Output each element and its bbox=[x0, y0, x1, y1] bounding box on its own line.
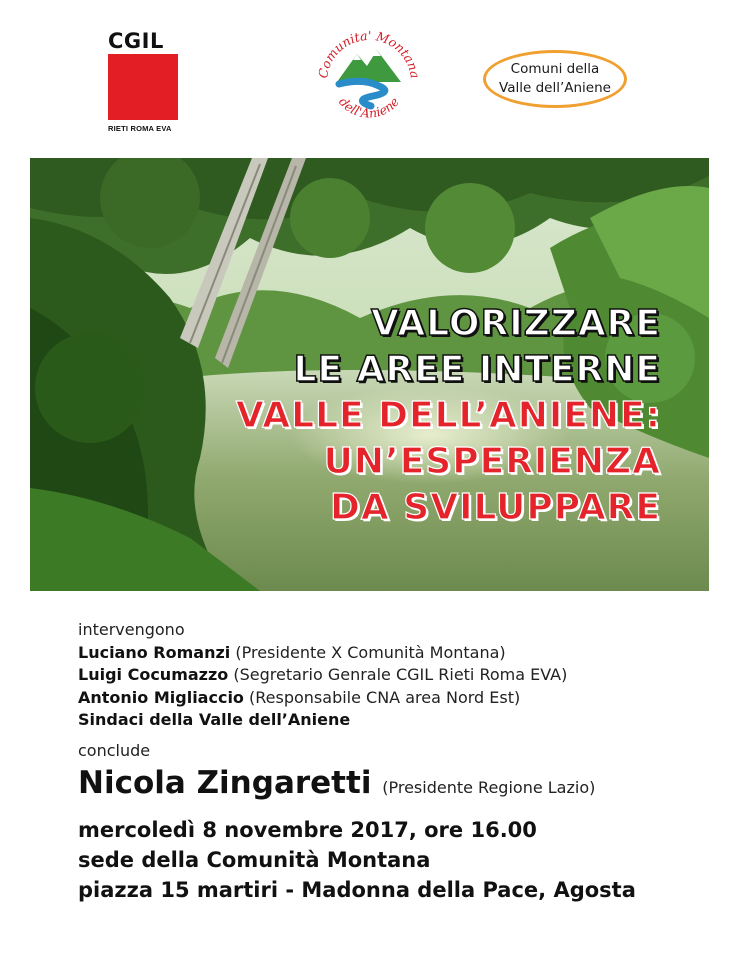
comuni-valle-line1: Comuni della bbox=[510, 61, 600, 77]
speaker-name: Antonio Migliaccio bbox=[78, 687, 244, 707]
speaker-role: (Segretario Genrale CGIL Rieti Roma EVA) bbox=[233, 665, 568, 684]
event-info bbox=[78, 619, 718, 905]
speaker-name: Luciano Romanzi bbox=[78, 642, 231, 662]
headline-line-4: UN’ESPERIENZA bbox=[323, 441, 661, 482]
speaker-role: (Presidente X Comunità Montana) bbox=[235, 642, 506, 662]
cgil-red-square bbox=[108, 54, 178, 120]
cgil-logo-name: CGIL bbox=[108, 29, 164, 53]
intervengono-label: intervengono bbox=[78, 620, 185, 639]
conclude-speaker-role: (Presidente Regione Lazio) bbox=[382, 778, 596, 797]
river-photo bbox=[30, 158, 709, 591]
comuni-valle-line2: Valle dell’Aniene bbox=[499, 80, 611, 96]
speaker-row bbox=[78, 709, 718, 732]
comunita-montana-logo bbox=[313, 20, 425, 132]
headline-line-5: DA SVILUPPARE bbox=[330, 487, 661, 528]
headline-line-2: LE AREE INTERNE bbox=[293, 349, 661, 390]
speaker-row bbox=[78, 687, 718, 710]
cgil-logo-subtitle: RIETI ROMA EVA bbox=[108, 124, 172, 133]
event-venue: sede della Comunità Montana bbox=[78, 848, 431, 872]
speaker-role: (Responsabile CNA area Nord Est) bbox=[249, 687, 521, 707]
speaker-row bbox=[78, 642, 718, 665]
comunita-montana-arc-text: Comunita' Montana bbox=[315, 27, 423, 80]
speaker-name: Sindaci della Valle dell’Aniene bbox=[78, 710, 351, 729]
event-address: piazza 15 martiri - Madonna della Pace, Agosta bbox=[78, 878, 636, 902]
speaker-row bbox=[78, 664, 718, 687]
comunita-montana-arc-text-bottom: dell'Aniene bbox=[336, 94, 402, 121]
conclude-label: conclude bbox=[78, 740, 151, 760]
headline bbox=[236, 301, 661, 531]
cgil-logo bbox=[108, 30, 182, 133]
event-date-time: mercoledì 8 novembre 2017, ore 16.00 bbox=[78, 818, 537, 842]
headline-line-1: VALORIZZARE bbox=[370, 303, 661, 344]
mountain-icon bbox=[337, 50, 401, 82]
conclude-speaker bbox=[78, 762, 718, 809]
headline-line-3: VALLE DELL’ANIENE: bbox=[235, 395, 661, 436]
conclude-speaker-name: Nicola Zingaretti bbox=[78, 765, 372, 801]
speaker-name: Luigi Cocumazzo bbox=[78, 665, 229, 684]
comuni-valle-logo bbox=[483, 50, 627, 108]
